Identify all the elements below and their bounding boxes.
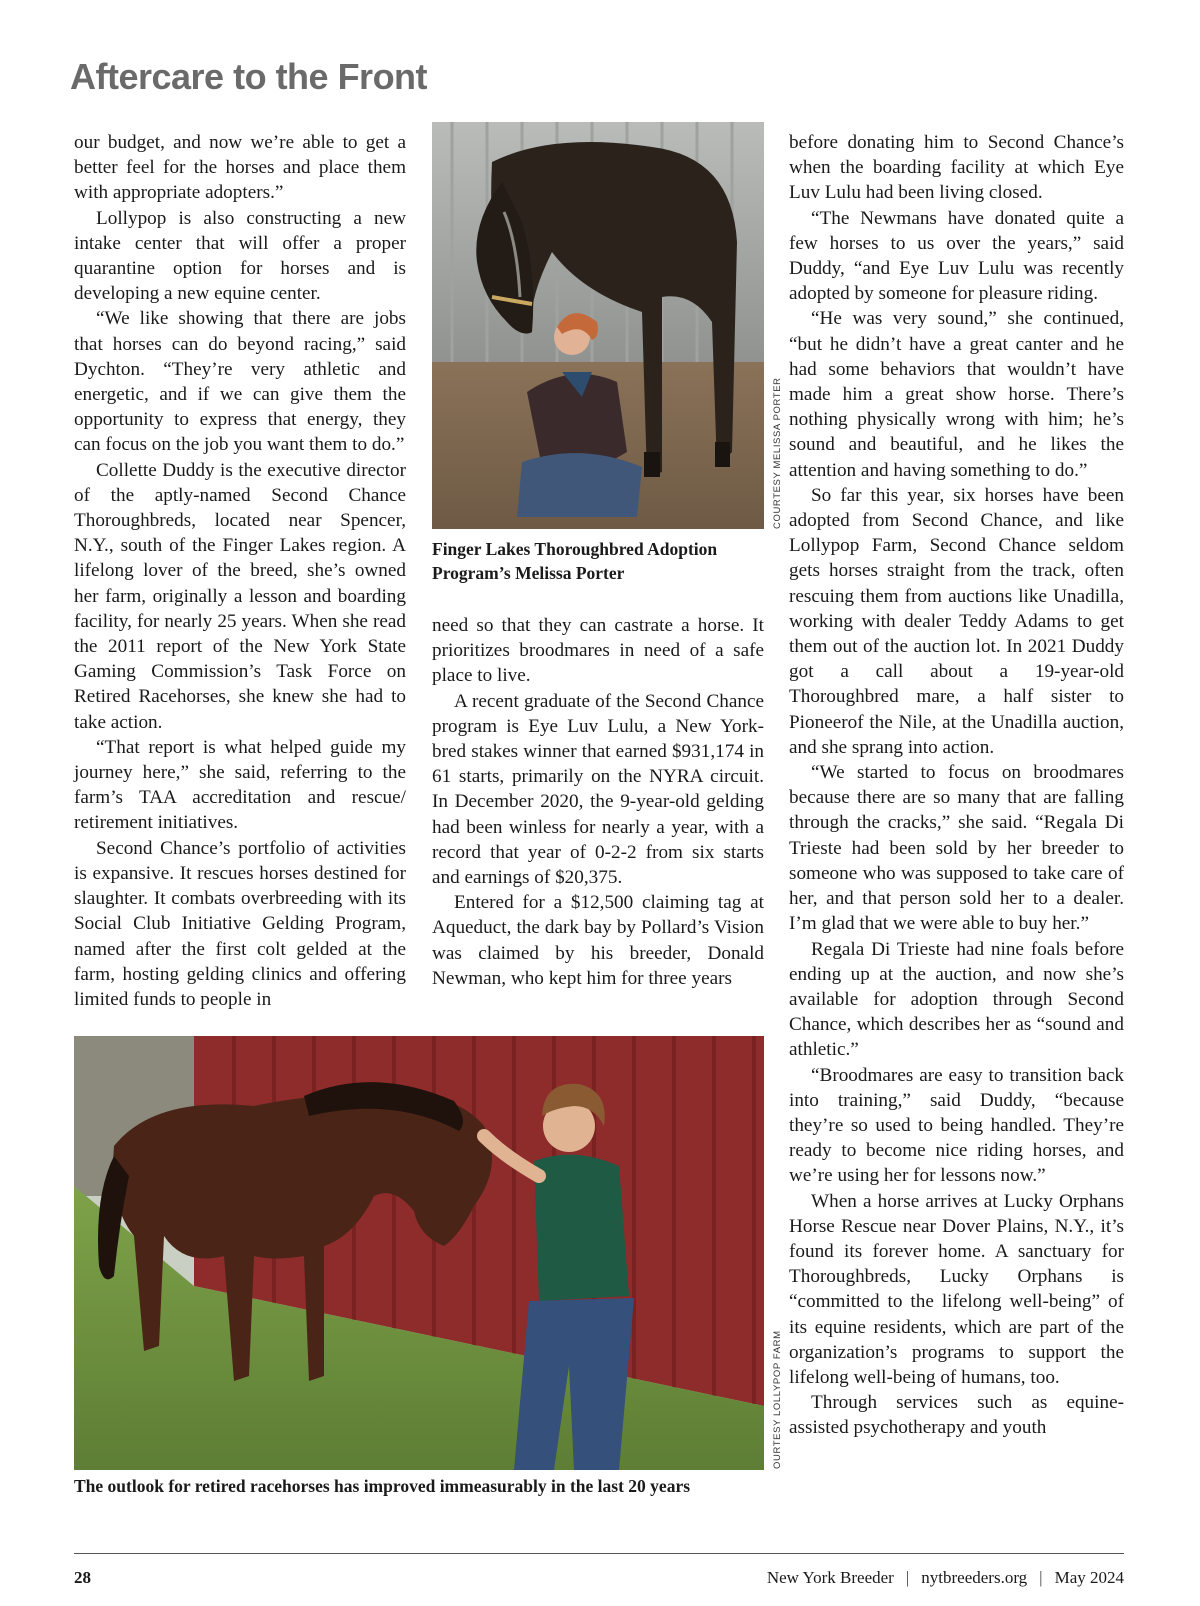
paragraph: Regala Di Trieste had nine foals before ending up at the auction, and now she’s available for adoption through Second Chance, which describes her as “sound and athletic.” xyxy=(789,938,1124,1061)
photo-credit-bottom: OURTESY LOLLYPOP FARM xyxy=(772,1330,783,1469)
paragraph: before donating him to Second Chance’s when the boarding facility at which Eye Luv Lulu had been living closed. xyxy=(789,132,1124,204)
red-barn-horse-illustration xyxy=(74,1036,764,1470)
page-number: 28 xyxy=(74,1568,91,1587)
barn-horse-illustration xyxy=(432,122,764,529)
paragraph: A recent graduate of the Second Chance program is Eye Luv Lulu, a New York-bred stakes winner that earned $931,174 in 61 starts, primarily on the NYRA circuit. In December 2020, the 9-year-old gelding had been winless for nearly a year, with a record that year of 0-2-2 from six starts and earnings of $20,375. xyxy=(432,690,764,889)
article-column-2 xyxy=(432,613,764,991)
paragraph: Second Chance’s portfolio of activities is expansive. It rescues horses destined for slaughter. It combats overbreeding with its Social Club Initiative Gelding Program, named after the first colt gelded at the farm, hosting gelding clinics and offering limited funds to people in xyxy=(74,837,406,1010)
footer-separator: | xyxy=(1039,1568,1043,1587)
photo-melissa-porter xyxy=(432,122,764,529)
paragraph: Through services such as equine-assisted psychotherapy and youth xyxy=(789,1392,1124,1439)
paragraph: “Broodmares are easy to transition back into training,” said Duddy, “because they’re so used to being handled. They’re ready to become nice riding horses, and we’re using her for lessons now.” xyxy=(789,1064,1124,1187)
paragraph: “We like showing that there are jobs that horses can do beyond racing,” said Dychton. “They’re very athletic and energetic, and if we can give them the opportunity to express that energy, they can focus on the job you want them to do.” xyxy=(74,308,406,456)
footer-separator: | xyxy=(905,1568,910,1587)
paragraph: Lollypop is also constructing a new intake center that will offer a proper quarantine option for horses and is developing a new equine center. xyxy=(74,207,406,305)
photo-caption-top: Finger Lakes Thoroughbred Adoption Program’s Melissa Porter xyxy=(432,539,718,583)
paragraph: “The Newmans have donated quite a few horses to us over the years,” said Duddy, “and Eye Luv Lulu was recently adopted by someone for pleasure riding. xyxy=(789,207,1124,305)
paragraph: Entered for a $12,500 claiming tag at Aqueduct, the dark bay by Pollard’s Vision was claimed by his breeder, Donald Newman, who kept him for three years xyxy=(432,892,764,989)
publication-name: New York Breeder xyxy=(766,1568,894,1587)
photo-lollypop-farm xyxy=(74,1036,764,1470)
photo-credit-top: COURTESY MELISSA PORTER xyxy=(772,377,783,529)
website-link[interactable]: nytbreeders.org xyxy=(921,1568,1028,1587)
photo-caption-bottom: The outlook for retired racehorses has improved immeasurably in the last 20 years xyxy=(74,1476,691,1496)
paragraph: Collette Duddy is the executive director of the aptly-named Second Chance Thoroughbreds, located near Spencer, N.Y., south of the Finger Lakes region. A lifelong lover of the breed, she’s owned her farm, originally a lesson and boarding facility, for nearly 25 years. When she read the 2011 report of the New York State Gaming Commission’s Task Force on Retired Racehorses, she knew she had to take action. xyxy=(74,459,406,733)
paragraph: “We started to focus on broodmares because there are so many that are falling through the cracks,” she said. “Regala Di Trieste had been sold by her breeder to someone who was supposed to take care of her, and that person sold her to a dealer. I’m glad that we were able to buy her.” xyxy=(789,762,1124,935)
paragraph: “He was very sound,” she continued, “but he didn’t have a great canter and he had some behaviors that wouldn’t have made him a great show horse. There’s nothing physically wrong with him; he’s sound and beautiful, and he likes the attention and having something to do.” xyxy=(789,308,1124,481)
paragraph: When a horse arrives at Lucky Orphans Horse Rescue near Dover Plains, N.Y., it’s found its forever home. A sanctuary for Thoroughbreds, Lucky Orphans is “committed to the lifelong well-being” of its equine residents, which are part of the organization’s programs to support the lifelong well-being of humans, too. xyxy=(789,1190,1124,1388)
issue-date: May 2024 xyxy=(1054,1568,1124,1587)
section-title: Aftercare to the Front xyxy=(70,56,428,97)
article-column-3 xyxy=(789,130,1124,1441)
paragraph: our budget, and now we’re able to get a better feel for the horses and place them with appropriate adopters.” xyxy=(74,132,406,204)
footer-rule xyxy=(74,1553,1124,1554)
paragraph: “That report is what helped guide my journey here,” she said, referring to the farm’s TAA accreditation and rescue/ retirement initiatives. xyxy=(74,736,406,834)
paragraph: So far this year, six horses have been adopted from Second Chance, and like Lollypop Farm, Second Chance seldom gets horses straight from the track, often rescuing them from auctions like Unadilla, working with dealer Teddy Adams to get them out of the auction lot. In 2021 Duddy got a call about a 19-year-old Thoroughbred mare, a half sister to Pioneerof the Nile, at the Unadilla auction, and she sprang into action. xyxy=(789,484,1124,758)
article-column-1 xyxy=(74,130,406,1012)
paragraph: need so that they can castrate a horse. It prioritizes broodmares in need of a safe place to live. xyxy=(432,615,764,687)
footer-publication-info xyxy=(767,1568,1124,1588)
